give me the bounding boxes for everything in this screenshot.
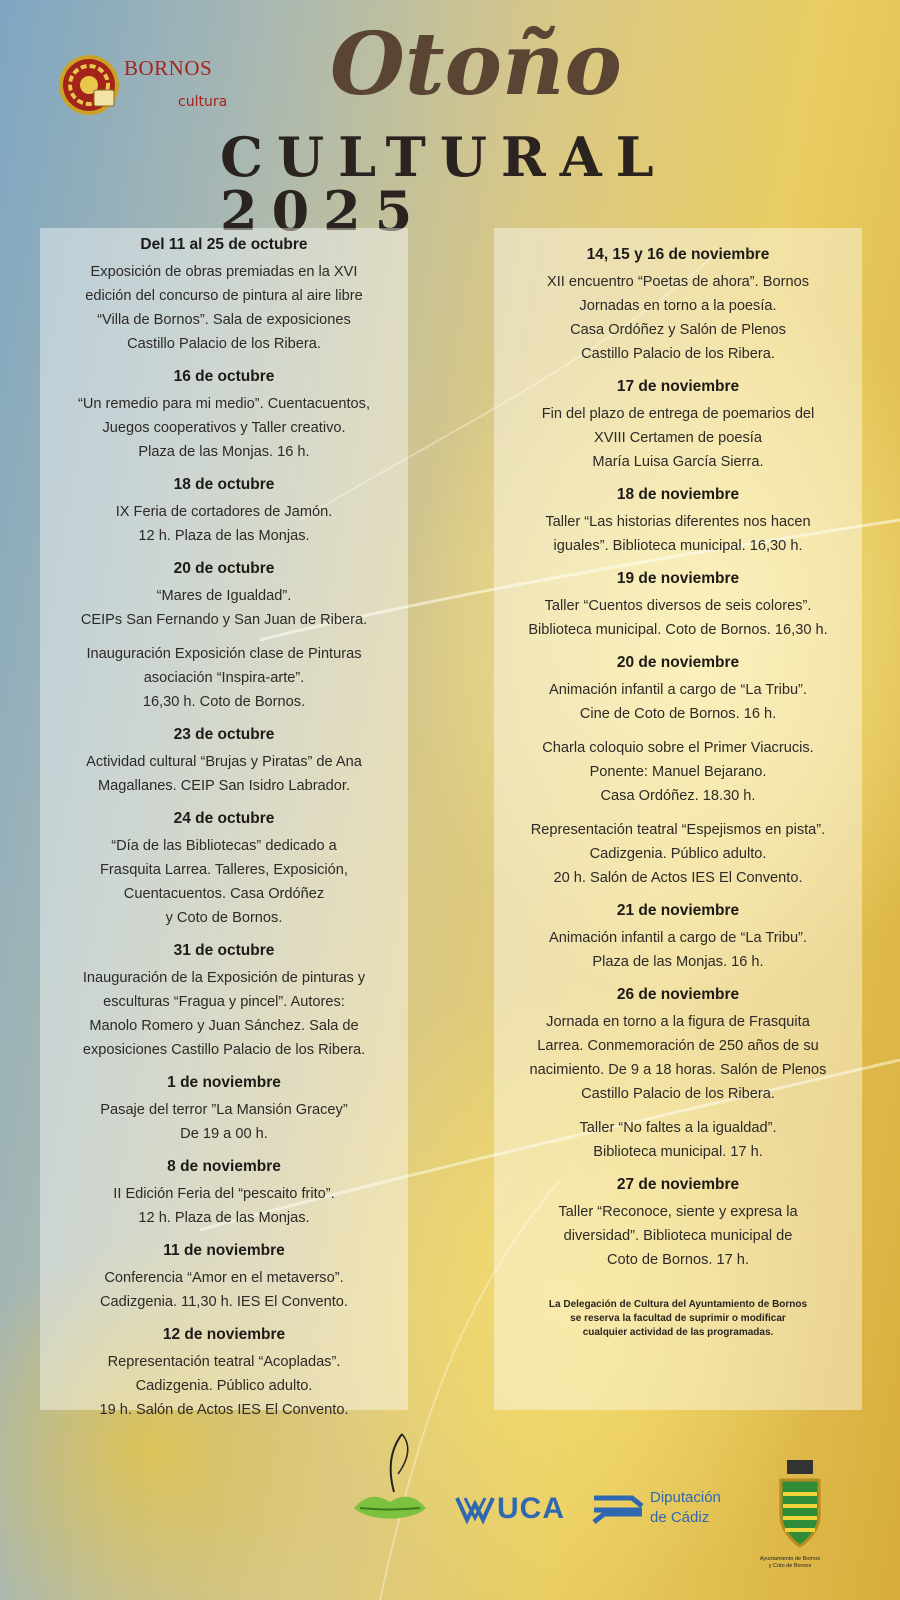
events-column-right xyxy=(494,228,862,1410)
bornos-rosette-emblem-icon xyxy=(58,54,120,116)
event-description: XII encuentro “Poetas de ahora”. Bornos Jornadas en torno a la poesía. Casa Ordóñez y Salón de Plenos Castillo Palacio de los Ribera. xyxy=(546,274,810,362)
event-date: 1 de noviembre xyxy=(167,1074,281,1091)
event-description: Taller “No faltes a la igualdad”. Biblioteca municipal. 17 h. xyxy=(579,1120,777,1160)
ayuntamiento-bornos-logo xyxy=(745,1456,835,1569)
event-description: Representación teatral “Acopladas”. Cadizgenia. Público adulto. 19 h. Salón de Actos IES El Convento. xyxy=(99,1354,349,1418)
event-date: 14, 15 y 16 de noviembre xyxy=(586,246,770,263)
uca-logo xyxy=(455,1490,565,1531)
bornos-cultura-logo xyxy=(58,50,258,120)
event-entry xyxy=(40,1074,408,1146)
ayuntamiento-shield-icon xyxy=(775,1456,825,1552)
event-description: Animación infantil a cargo de “La Tribu”. Cine de Coto de Bornos. 16 h. xyxy=(549,682,807,722)
event-date: 23 de octubre xyxy=(173,726,275,743)
event-description: Conferencia “Amor en el metaverso”. Cadizgenia. 11,30 h. IES El Convento. xyxy=(100,1270,348,1310)
event-date: 8 de noviembre xyxy=(167,1158,281,1175)
event-entry xyxy=(494,1176,862,1272)
event-description: Inauguración de la Exposición de pinturas y esculturas “Fragua y pincel”. Autores: Manolo Romero y Juan Sánchez. Sala de exposiciones Castillo Palacio de los Ribera. xyxy=(82,970,366,1058)
event-entry xyxy=(494,986,862,1164)
event-entry xyxy=(40,236,408,356)
event-date: 11 de noviembre xyxy=(163,1242,285,1259)
event-entry xyxy=(494,486,862,558)
event-description: IX Feria de cortadores de Jamón. 12 h. Plaza de las Monjas. xyxy=(115,504,333,544)
event-entry xyxy=(40,476,408,548)
diputacion-wave-icon xyxy=(592,1488,644,1528)
logo-name: BORNOS xyxy=(124,56,213,80)
event-date: Del 11 al 25 de octubre xyxy=(140,236,308,253)
event-date: 17 de noviembre xyxy=(616,378,740,395)
event-description: Jornada en torno a la figura de Frasquita Larrea. Conmemoración de 250 años de su nacimiento. De 9 a 18 horas. Salón de Plenos Castillo Palacio de los Ribera. xyxy=(529,1014,827,1102)
event-entry xyxy=(40,942,408,1062)
events-column-left xyxy=(40,228,408,1418)
event-date: 31 de octubre xyxy=(173,942,275,959)
event-entry xyxy=(40,1326,408,1422)
ayuntamiento-text: Ayuntamiento de Bornos y Coto de Bornos xyxy=(759,1556,821,1569)
event-entry xyxy=(40,1242,408,1314)
event-entry xyxy=(40,810,408,930)
event-description: Taller “Reconoce, siente y expresa la diversidad”. Biblioteca municipal de Coto de Bornos. 17 h. xyxy=(558,1204,798,1268)
event-description: Charla coloquio sobre el Primer Viacrucis. Ponente: Manuel Bejarano. Casa Ordóñez. 18.30 h. xyxy=(542,740,814,804)
uca-text: UCA xyxy=(497,1492,565,1525)
event-date: 27 de noviembre xyxy=(616,1176,740,1193)
uca-emblem-icon xyxy=(455,1490,495,1526)
event-date: 21 de noviembre xyxy=(616,902,740,919)
event-description: Actividad cultural “Brujas y Piratas” de Ana Magallanes. CEIP San Isidro Labrador. xyxy=(86,754,362,794)
disclaimer-note: La Delegación de Cultura del Ayuntamiento de Bornos se reserva la facultad de suprimir o modificar cualquier actividad de las programadas. xyxy=(548,1299,808,1338)
event-description: II Edición Feria del “pescaito frito”. 12 h. Plaza de las Monjas. xyxy=(113,1186,335,1226)
event-date: 16 de octubre xyxy=(173,368,275,385)
event-entry xyxy=(40,1158,408,1230)
event-description: Pasaje del terror ”La Mansión Gracey” De 19 a 00 h. xyxy=(100,1102,348,1142)
event-description: Representación teatral “Espejismos en pista”. Cadizgenia. Público adulto. 20 h. Salón de Actos IES El Convento. xyxy=(530,822,826,886)
event-entry xyxy=(494,246,862,366)
event-entry xyxy=(494,570,862,642)
event-date: 18 de octubre xyxy=(173,476,275,493)
event-description: “Un remedio para mi medio”. Cuentacuentos, Juegos cooperativos y Taller creativo. Plaza de las Monjas. 16 h. xyxy=(77,396,370,460)
event-description: Fin del plazo de entrega de poemarios del XVIII Certamen de poesía María Luisa García Sierra. xyxy=(541,406,815,470)
title-cultural-2025: CULTURAL 2025 xyxy=(220,125,668,243)
event-date: 18 de noviembre xyxy=(616,486,740,503)
event-date: 19 de noviembre xyxy=(616,570,740,587)
event-date: 12 de noviembre xyxy=(162,1326,286,1343)
diputacion-text: Diputación de Cádiz xyxy=(650,1489,721,1526)
event-entry xyxy=(40,560,408,714)
event-description: Animación infantil a cargo de “La Tribu”. Plaza de las Monjas. 16 h. xyxy=(549,930,807,970)
event-description: Exposición de obras premiadas en la XVI edición del concurso de pintura al aire libre “Villa de Bornos”. Sala de exposiciones Castillo Palacio de los Ribera. xyxy=(85,264,363,352)
event-entry xyxy=(40,368,408,464)
event-date: 20 de noviembre xyxy=(616,654,740,671)
event-date: 26 de noviembre xyxy=(616,986,740,1003)
event-description: Taller “Las historias diferentes nos hacen iguales”. Biblioteca municipal. 16,30 h. xyxy=(545,514,811,554)
event-date: 20 de octubre xyxy=(173,560,275,577)
diputacion-cadiz-logo xyxy=(592,1488,721,1533)
event-description: “Día de las Bibliotecas” dedicado a Frasquita Larrea. Talleres, Exposición, Cuentacuentos. Casa Ordóñez y Coto de Bornos. xyxy=(100,838,348,926)
logo-subtitle: cultura xyxy=(178,94,228,110)
title-otono: Otoño xyxy=(330,14,622,115)
event-entry xyxy=(494,654,862,890)
event-entry xyxy=(494,378,862,474)
event-description: Inauguración Exposición clase de Pinturas asociación “Inspira-arte”. 16,30 h. Coto de Bornos. xyxy=(86,646,362,710)
event-entry xyxy=(494,902,862,974)
event-description: Taller “Cuentos diversos de seis colores”. Biblioteca municipal. Coto de Bornos. 16,30 h. xyxy=(528,598,828,638)
sponsor-logos xyxy=(0,1420,900,1600)
event-date: 24 de octubre xyxy=(173,810,275,827)
lips-quill-logo-icon xyxy=(350,1430,430,1530)
event-entry xyxy=(40,726,408,798)
event-description: “Mares de Igualdad”. CEIPs San Fernando y San Juan de Ribera. xyxy=(80,588,368,628)
